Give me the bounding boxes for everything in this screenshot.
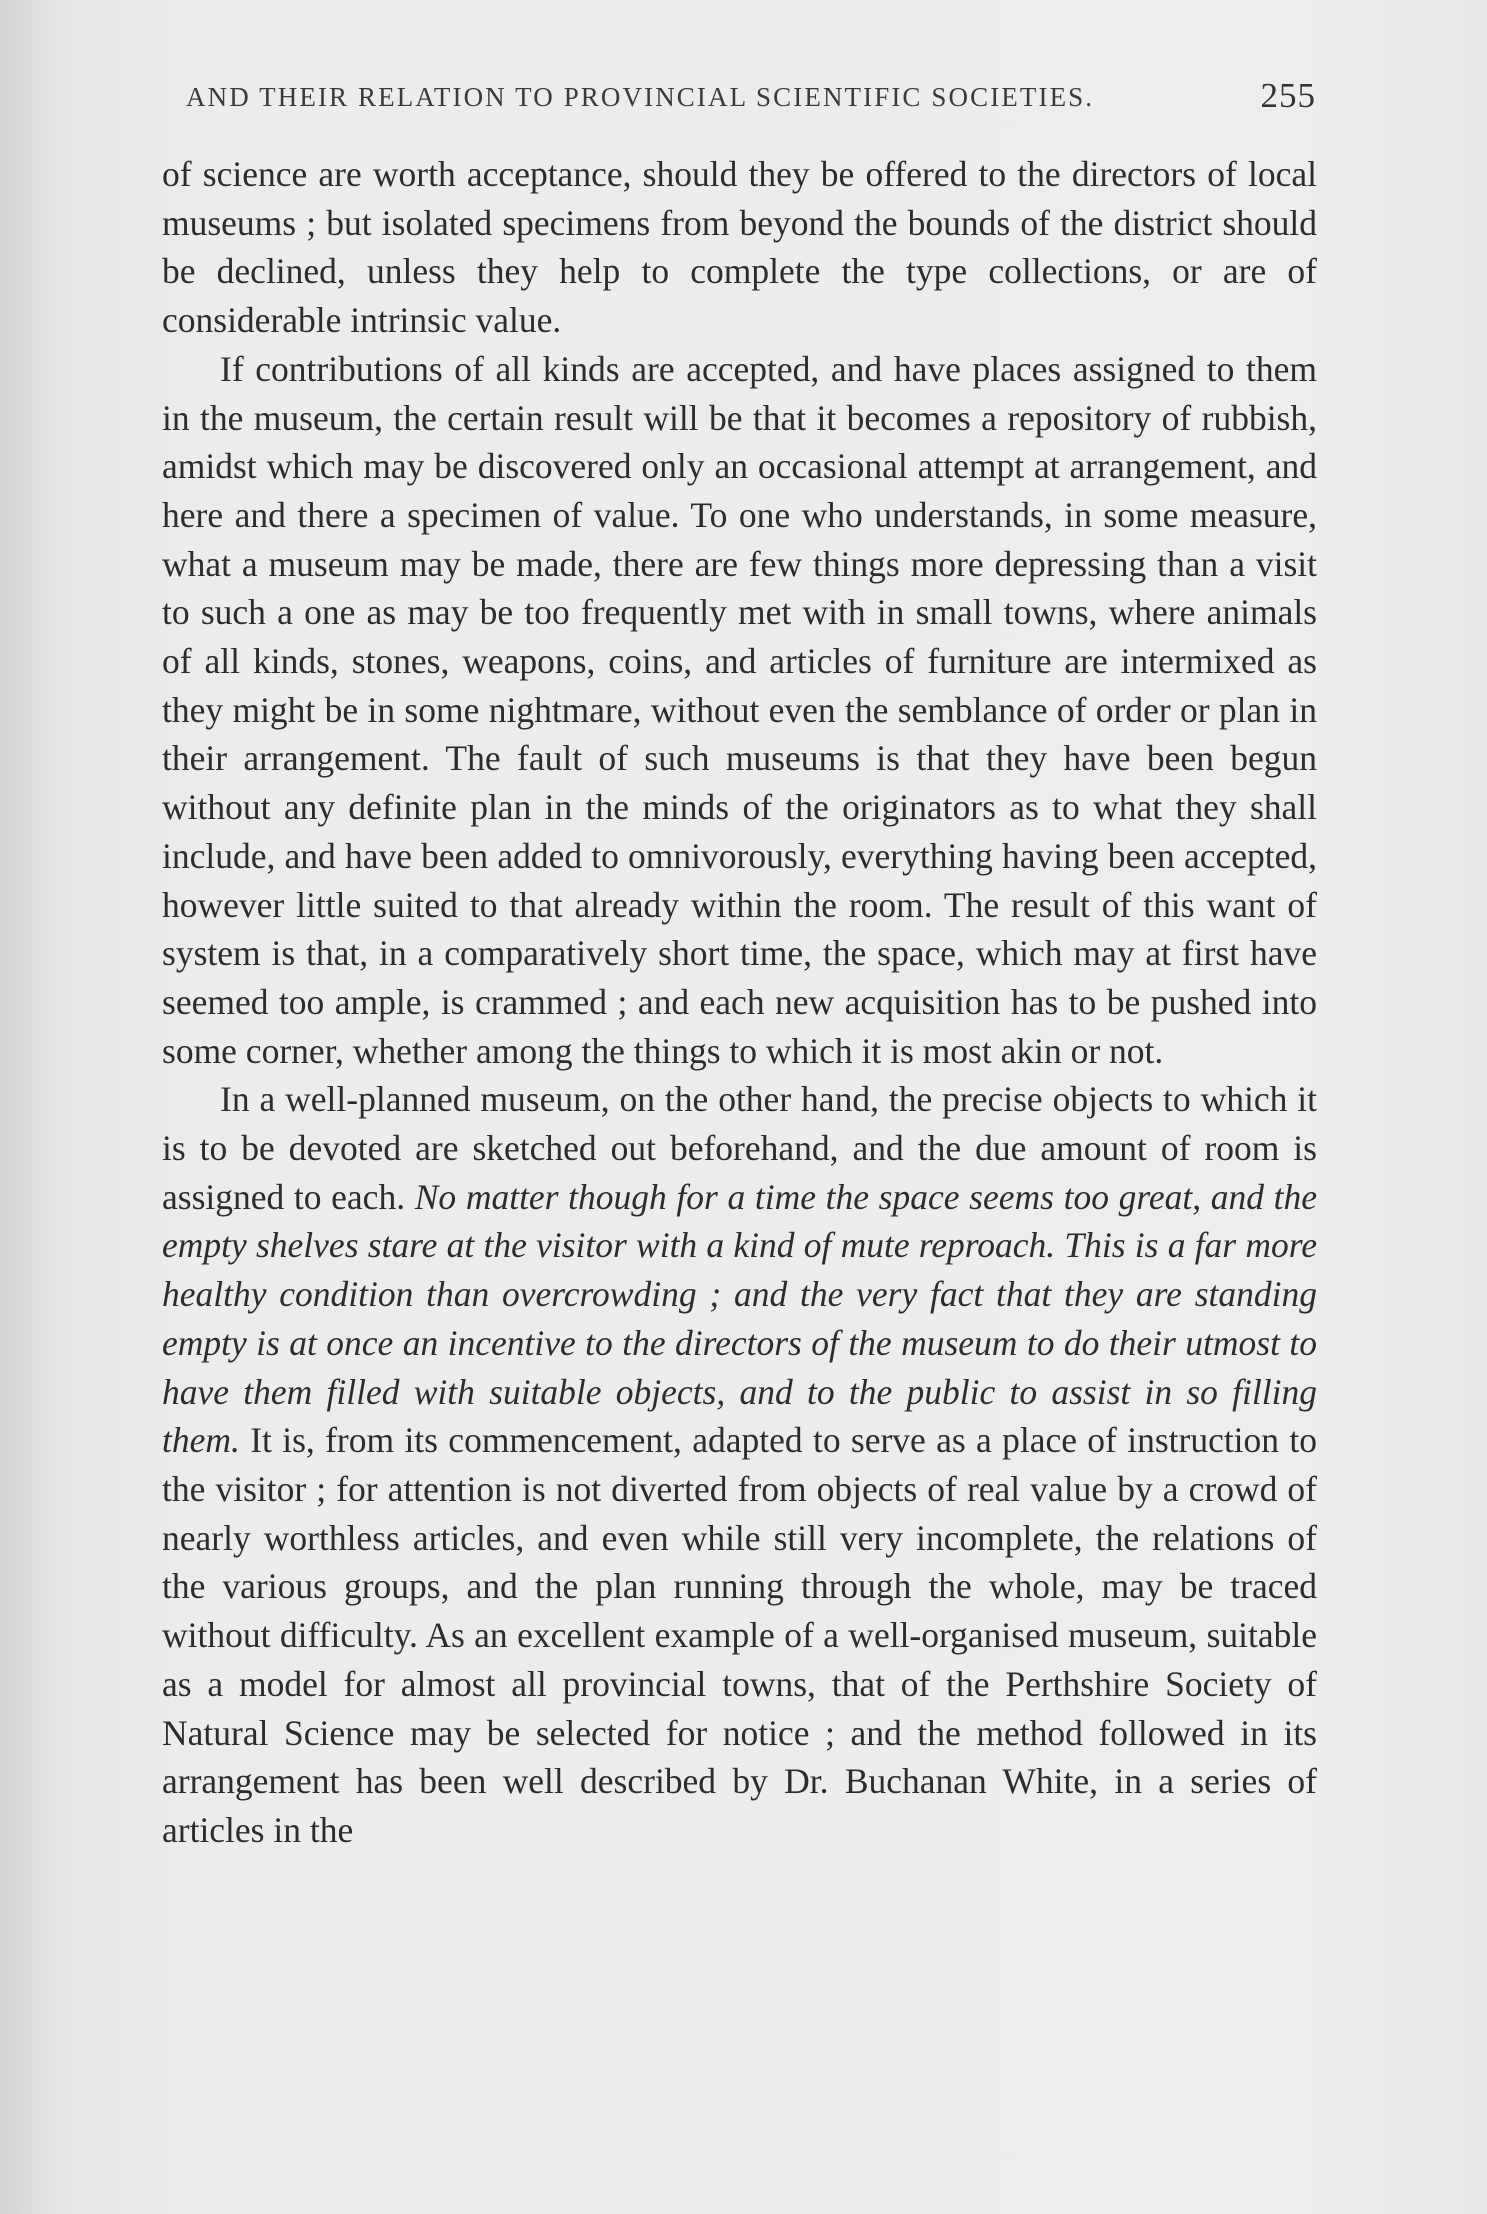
italic-passage: No matter though for a time the space seems too great, and the empty shelves stare at the visitor with a kind of mute reproach. This is a far more healthy condition than overcrowding ; and the very fact that they are standing empty is at once an incentive to the directors of the museum to do their utmost to have them filled with suitable objects, and to the public to assist in so filling them. [162,1176,1318,1461]
paragraph-well-planned-museum [162,1075,1317,1854]
running-head: AND THEIR RELATION TO PROVINCIAL SCIENTIFIC SOCIETIES. [186,82,1095,112]
paragraph-text-after: It is, from its commencement, adapted to serve as a place of instruction to the visitor ; for attention is not diverted from objects of real value by a crowd of nearly worthless articles, and even while still very incomplete, the relations of the various groups, and the plan running through the whole, may be traced without difficulty. As an excellent example of a well-organised museum, suitable as a model for almost all provincial towns, that of the Perthshire Society of Natural Science may be selected for notice ; and the method followed in its arrangement has been well described by Dr. Buchanan White, in a series of articles in the [162,1420,1317,1850]
paragraph-continued: of science are worth acceptance, should they be offered to the directors of local museums ; but isolated specimens from beyond the bounds of the district should be declined, unless they help to complete the type collections, or are of considerable intrinsic value. [162,154,1317,341]
page-number: 255 [1260,76,1316,115]
paragraph-text-before: In a well-planned museum, on the other hand, the precise objects to which it is to be devoted are sketched out beforehand, and the due amount of room is assigned to each. [162,1079,1317,1217]
page-header [186,76,1316,128]
paragraph-contributions: If contributions of all kinds are accepted, and have places assigned to them in the museum, the certain result will be that it becomes a repository of rubbish, amidst which may be discovered only an occasional attempt at arrangement, and here and there a specimen of value. To one who understands, in some measure, what a museum may be made, there are few things more depressing than a visit to such a one as may be too frequently met with in small towns, where animals of all kinds, stones, weapons, coins, and articles of furniture are intermixed as they might be in some nightmare, without even the semblance of order or plan in their arrangement. The fault of such museums is that they have been begun without any definite plan in the minds of the originators as to what they shall include, and have been added to omnivorously, everything having been accepted, however little suited to that already within the room. The result of this want of system is that, in a comparatively short time, the space, which may at first have seemed too ample, is crammed ; and each new acquisition has to be pushed into some corner, whether among the things to which it is most akin or not. [162,348,1317,1071]
body-text [162,150,1317,1855]
